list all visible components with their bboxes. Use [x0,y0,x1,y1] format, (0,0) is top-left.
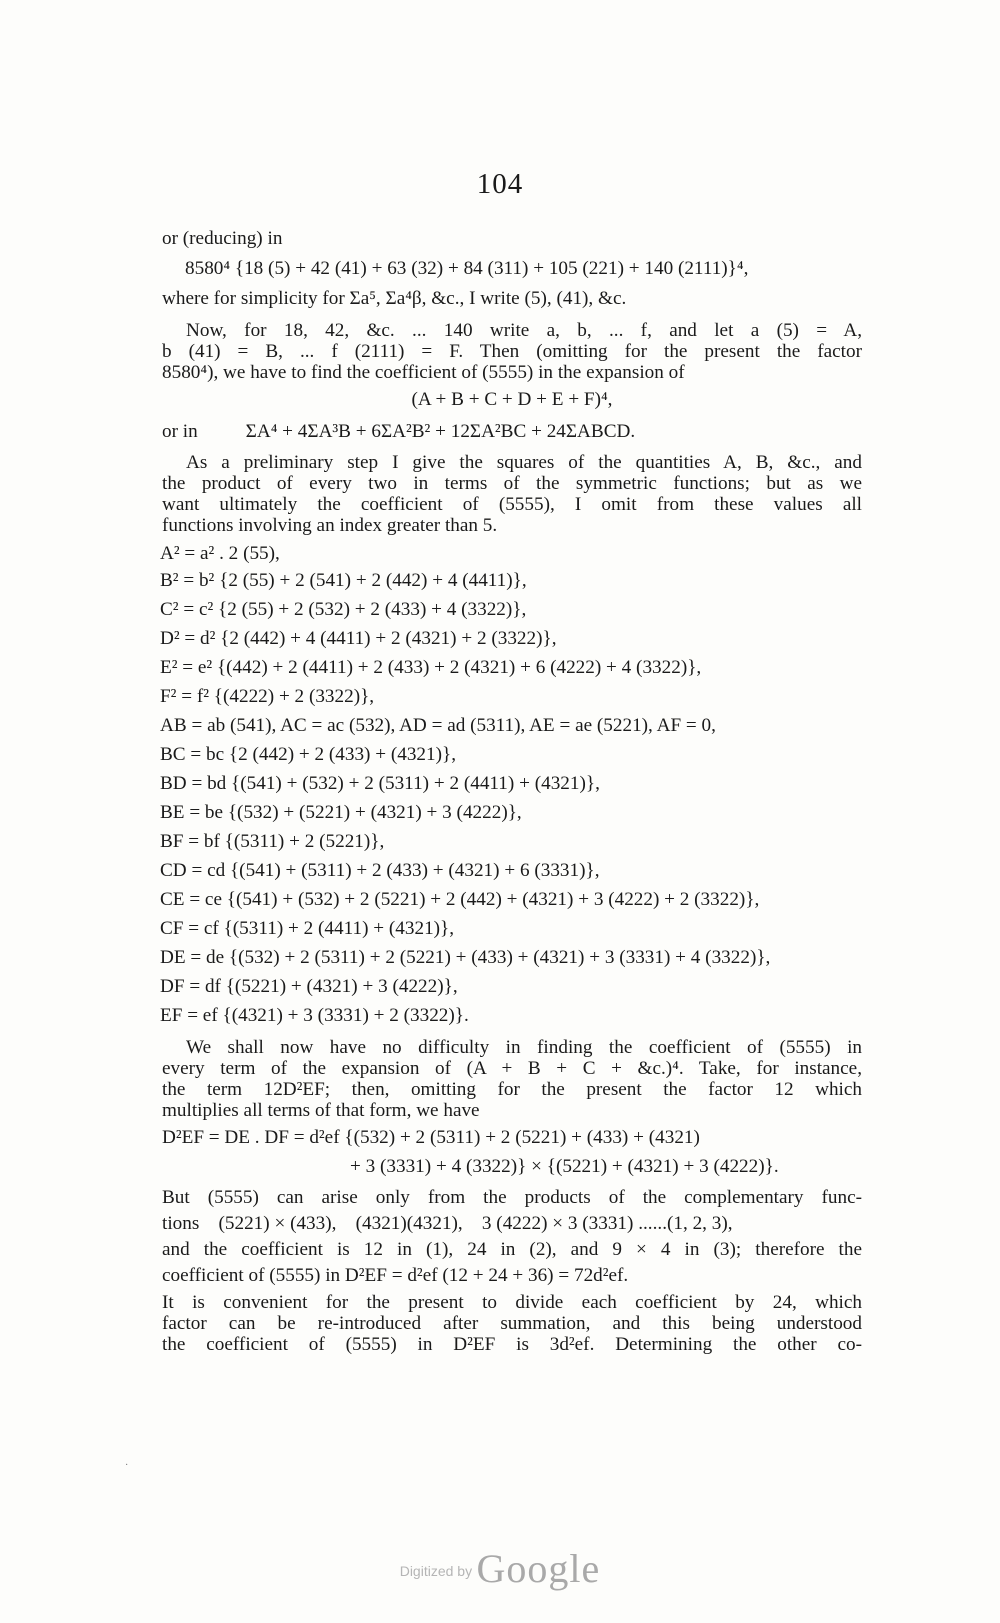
google-logo: Google [476,1546,601,1591]
equation-line: DF = df {(5221) + (4321) + 3 (4222)}, [160,976,458,997]
text-line: the product of every two in terms of the symmetric functions; but as we [162,473,862,494]
equation-line: BC = bc {2 (442) + 2 (433) + (4321)}, [160,744,457,765]
text-line: coefficient of (5555) in D²EF = d²ef (12 + 24 + 36) = 72d²ef. [162,1265,629,1286]
equation-line: 8580⁴ {18 (5) + 42 (41) + 63 (32) + 84 (311) + 105 (221) + 140 (2111)}⁴, [185,258,749,279]
equation-line: CD = cd {(541) + (5311) + 2 (433) + (4321) + 6 (3331)}, [160,860,600,881]
text-line: b (41) = B, ... f (2111) = F. Then (omitting for the present the factor [162,341,862,362]
text-line: or (reducing) in [162,228,283,249]
text-line: multiplies all terms of that form, we have [162,1100,480,1121]
text-line: But (5555) can arise only from the products of the complementary func- [162,1187,862,1208]
text-line: functions involving an index greater than 5. [162,515,498,536]
page-number: 104 [476,168,524,200]
text-line: the coefficient of (5555) in D²EF is 3d²ef. Determining the other co- [162,1334,862,1355]
text-line: As a preliminary step I give the squares of the quantities A, B, &c., and [186,452,862,473]
text-line: It is convenient for the present to divide each coefficient by 24, which [162,1292,862,1313]
equation-line: AB = ab (541), AC = ac (532), AD = ad (5311), AE = ae (5221), AF = 0, [160,715,716,736]
equation-line: + 3 (3331) + 4 (3322)} × {(5221) + (4321) + 3 (4222)}. [350,1156,779,1177]
equation-line: E² = e² {(442) + 2 (4411) + 2 (433) + 2 (4321) + 6 (4222) + 4 (3322)}, [160,657,702,678]
text-line: and the coefficient is 12 in (1), 24 in (2), and 9 × 4 in (3); therefore the [162,1239,862,1260]
text-line: tions (5221) × (433), (4321)(4321), 3 (4222) × 3 (3331) ......(1, 2, 3), [162,1213,733,1234]
text-line: every term of the expansion of (A + B + C + &c.)⁴. Take, for instance, [162,1058,862,1079]
text-line: 8580⁴), we have to find the coefficient of (5555) in the expansion of [162,362,685,383]
equation-line: BD = bd {(541) + (532) + 2 (5311) + 2 (4411) + (4321)}, [160,773,600,794]
scan-speck: · [125,1460,129,1471]
text-line: Now, for 18, 42, &c. ... 140 write a, b, ... f, and let a (5) = A, [186,320,862,341]
digitized-watermark [0,1545,1000,1592]
equation-line: or in ΣA⁴ + 4ΣA³B + 6ΣA²B² + 12ΣA²BC + 24ΣABCD. [162,421,636,442]
text-line: want ultimately the coefficient of (5555), I omit from these values all [162,494,862,515]
equation-line: B² = b² {2 (55) + 2 (541) + 2 (442) + 4 (4411)}, [160,570,527,591]
text-line: factor can be re-introduced after summation, and this being understood [162,1313,862,1334]
equation-line: CF = cf {(5311) + 2 (4411) + (4321)}, [160,918,455,939]
equation-line: A² = a² . 2 (55), [160,543,280,564]
equation-line: EF = ef {(4321) + 3 (3331) + 2 (3322)}. [160,1005,469,1026]
equation-line: CE = ce {(541) + (532) + 2 (5221) + 2 (442) + (4321) + 3 (4222) + 2 (3322)}, [160,889,760,910]
equation-line: BE = be {(532) + (5221) + (4321) + 3 (4222)}, [160,802,522,823]
text-line: where for simplicity for Σa⁵, Σa⁴β, &c., I write (5), (41), &c. [162,288,627,309]
equation-line: F² = f² {(4222) + 2 (3322)}, [160,686,375,707]
equation-line: DE = de {(532) + 2 (5311) + 2 (5221) + (433) + (4321) + 3 (3331) + 4 (3322)}, [160,947,771,968]
equation-line: (A + B + C + D + E + F)⁴, [411,389,613,410]
equation-line: D²EF = DE . DF = d²ef {(532) + 2 (5311) + 2 (5221) + (433) + (4321) [162,1127,700,1148]
text-line: We shall now have no difficulty in finding the coefficient of (5555) in [186,1037,862,1058]
equation-line: C² = c² {2 (55) + 2 (532) + 2 (433) + 4 (3322)}, [160,599,527,620]
digitized-label: Digitized by [399,1563,473,1579]
equation-line: D² = d² {2 (442) + 4 (4411) + 2 (4321) + 2 (3322)}, [160,628,557,649]
equation-line: BF = bf {(5311) + 2 (5221)}, [160,831,385,852]
text-line: the term 12D²EF; then, omitting for the present the factor 12 which [162,1079,862,1100]
